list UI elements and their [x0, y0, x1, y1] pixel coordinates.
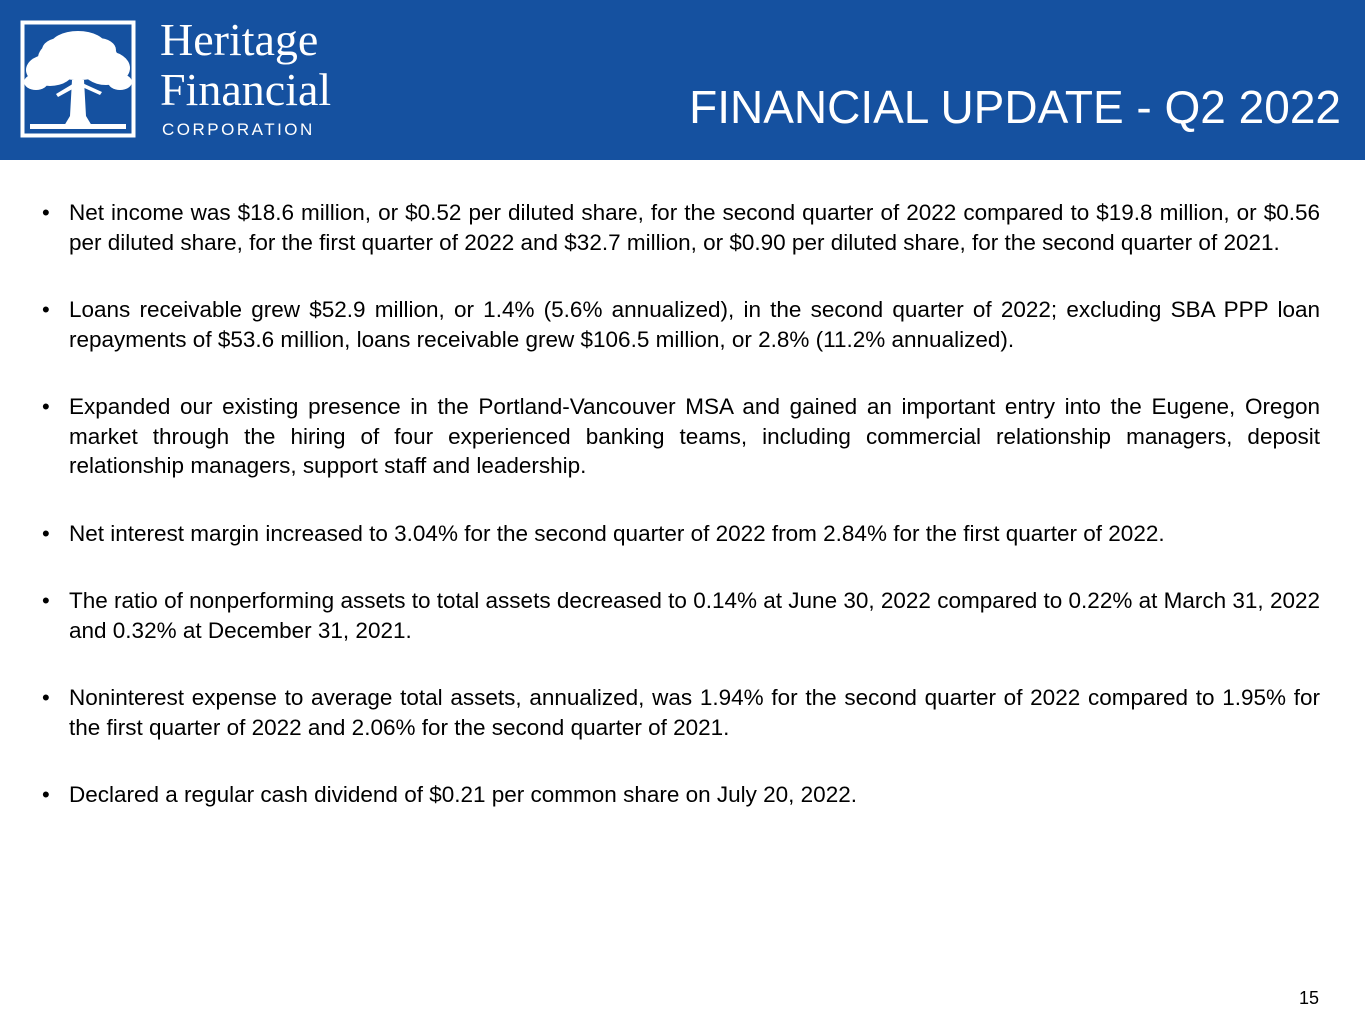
bullet-dot-icon: •: [42, 685, 50, 710]
bullet-text: The ratio of nonperforming assets to total assets decreased to 0.14% at June 30, 2022 compared to 0.22% at March 31, 2022 and 0.32% at December 31, 2021.: [69, 588, 1320, 643]
list-item: [40, 295, 1320, 354]
bullet-text: Expanded our existing presence in the Portland-Vancouver MSA and gained an important entry into the Eugene, Oregon market through the hiring of four experienced banking teams, including commercial relationship managers, deposit relationship managers, support staff and leadership.: [69, 394, 1320, 478]
bullet-dot-icon: •: [42, 588, 50, 613]
highlights-list: [40, 198, 1320, 848]
bullet-dot-icon: •: [42, 394, 50, 419]
list-item: [40, 780, 1320, 810]
list-item: [40, 392, 1320, 481]
bullet-text: Loans receivable grew $52.9 million, or 1.4% (5.6% annualized), in the second quarter of 2022; excluding SBA PPP loan repayments of $53.6 million, loans receivable grew $106.5 million, or 2.8% (11.2% annualized).: [69, 297, 1320, 352]
list-item: [40, 519, 1320, 549]
bullet-dot-icon: •: [42, 297, 50, 322]
bullet-dot-icon: •: [42, 520, 50, 546]
page-number: 15: [1298, 988, 1319, 1008]
logo-wordmark-line2: Financial: [160, 64, 332, 115]
list-item: [40, 586, 1320, 645]
list-item: [40, 683, 1320, 742]
header-banner: [0, 0, 1365, 160]
bullet-text: Net interest margin increased to 3.04% for the second quarter of 2022 from 2.84% for the first quarter of 2022.: [69, 520, 1165, 546]
oak-tree-icon: [20, 20, 136, 138]
list-item: [40, 198, 1320, 257]
bullet-text: Noninterest expense to average total assets, annualized, was 1.94% for the second quarter of 2022 compared to 1.95% for the first quarter of 2022 and 2.06% for the second quarter of 2021.: [69, 685, 1320, 740]
bullet-text: Declared a regular cash dividend of $0.21 per common share on July 20, 2022.: [69, 782, 857, 807]
bullet-dot-icon: •: [42, 782, 50, 807]
page-title: FINANCIAL UPDATE - Q2 2022: [689, 81, 1341, 133]
logo-wordmark-line1: Heritage: [160, 14, 319, 65]
logo-subtitle: CORPORATION: [162, 120, 315, 139]
bullet-dot-icon: •: [42, 200, 50, 225]
bullet-text: Net income was $18.6 million, or $0.52 per diluted share, for the second quarter of 2022 compared to $19.8 million, or $0.56 per diluted share, for the first quarter of 2022 and $32.7 million, or $0.90 per diluted share, for the second quarter of 2021.: [69, 200, 1320, 255]
